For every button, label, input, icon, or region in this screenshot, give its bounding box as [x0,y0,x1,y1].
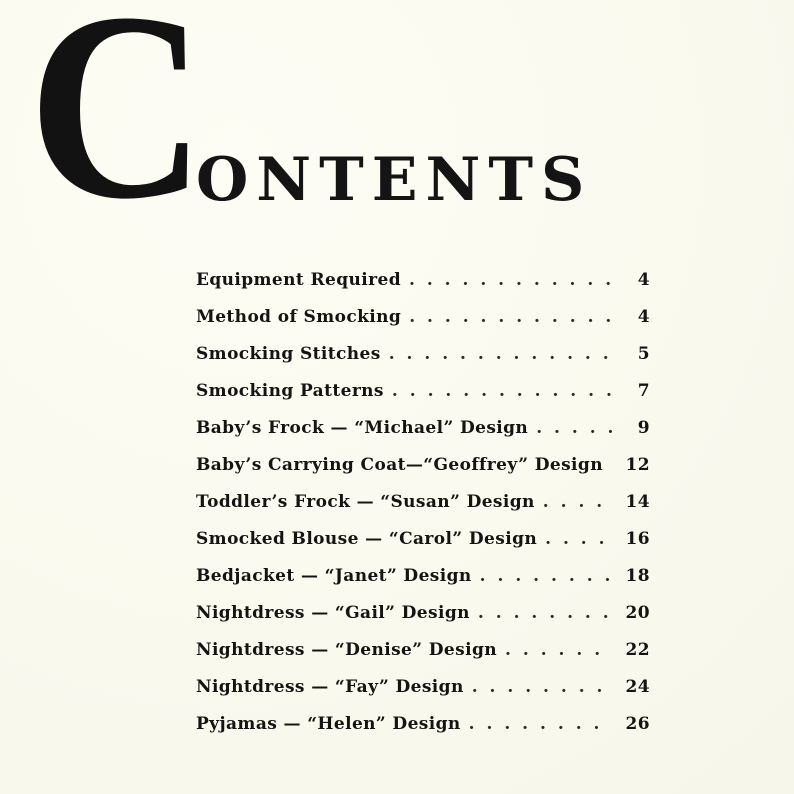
entry-title: Equipment Required [196,270,401,290]
dot-leader [543,492,612,512]
contents-entry[interactable] [196,566,650,603]
entry-title: Smocking Stitches [196,344,381,364]
dot-leader [469,714,612,734]
entry-title: Baby’s Frock — “Michael” Design [196,418,529,438]
dot-leader [545,529,612,549]
entry-title: Nightdress — “Denise” Design [196,640,498,660]
contents-entry[interactable] [196,677,650,714]
entry-title: Nightdress — “Fay” Design [196,677,464,697]
dot-leader [536,418,612,438]
entry-title: Nightdress — “Gail” Design [196,603,470,623]
entry-page-number: 7 [637,381,650,401]
entry-page-number: 4 [637,307,650,327]
entry-title: Bedjacket — “Janet” Design [196,566,472,586]
entry-page-number: 16 [625,529,650,549]
entry-page-number: 4 [637,270,650,290]
dot-leader [505,640,612,660]
entry-page-number: 24 [625,677,650,697]
contents-entry[interactable] [196,714,650,751]
contents-entry[interactable] [196,492,650,529]
entry-title: Smocked Blouse — “Carol” Design [196,529,538,549]
contents-entry[interactable] [196,603,650,640]
entry-title: Smocking Patterns [196,381,384,401]
entry-page-number: 12 [625,455,650,475]
entry-title: Toddler’s Frock — “Susan” Design [196,492,535,512]
contents-entry[interactable] [196,307,650,344]
entry-page-number: 9 [637,418,650,438]
dot-leader [409,270,612,290]
entry-page-number: 14 [625,492,650,512]
entry-page-number: 20 [625,603,650,623]
page-title: ONTENTS [196,145,593,215]
entry-page-number: 18 [625,566,650,586]
contents-entry[interactable] [196,640,650,677]
dot-leader [472,677,612,697]
title-initial-letter: C [28,0,201,254]
dot-leader [409,307,612,327]
entry-page-number: 5 [637,344,650,364]
entry-title: Baby’s Carrying Coat—“Geoffrey” Design [196,455,603,475]
contents-entry[interactable] [196,270,650,307]
contents-entry[interactable] [196,455,650,492]
contents-entry[interactable] [196,381,650,418]
contents-list [196,270,650,751]
contents-entry[interactable] [196,418,650,455]
contents-entry[interactable] [196,344,650,381]
dot-leader [611,455,612,475]
dot-leader [478,603,612,623]
dot-leader [480,566,612,586]
entry-page-number: 22 [625,640,650,660]
entry-title: Method of Smocking [196,307,402,327]
entry-page-number: 26 [625,714,650,734]
dot-leader [392,381,612,401]
dot-leader [389,344,612,364]
entry-title: Pyjamas — “Helen” Design [196,714,461,734]
contents-entry[interactable] [196,529,650,566]
